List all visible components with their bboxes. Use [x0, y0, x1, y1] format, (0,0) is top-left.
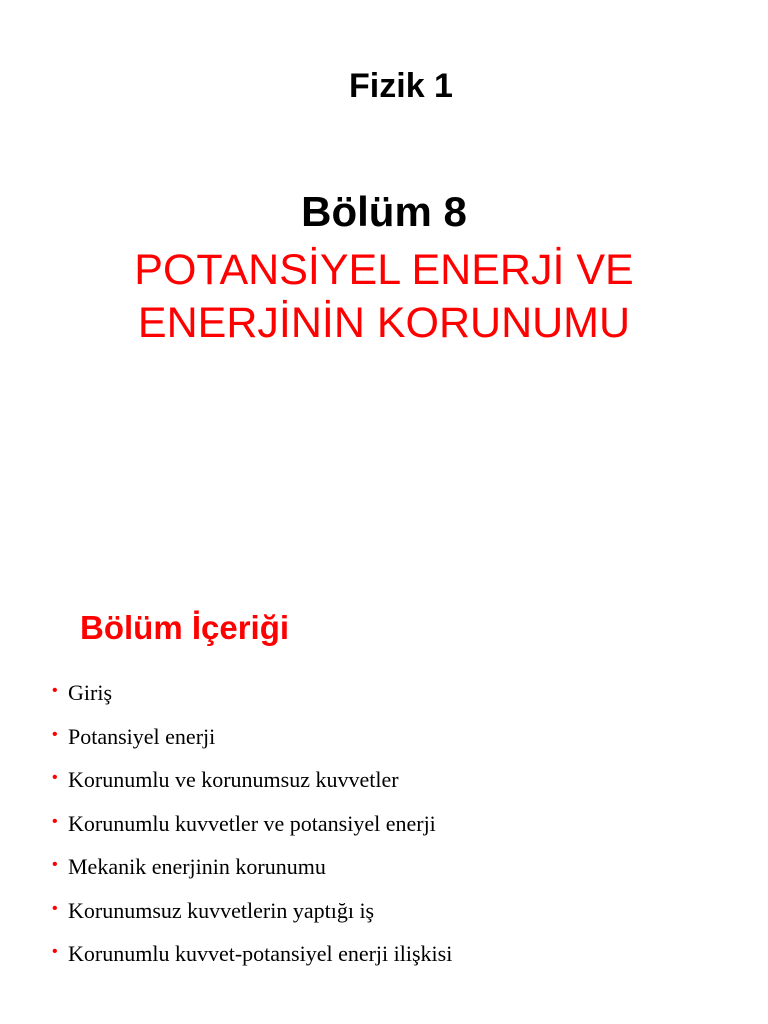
list-item [52, 807, 452, 851]
list-item-text: Potansiyel enerji [68, 723, 216, 749]
chapter-subtitle-line: POTANSİYEL ENERJİ VE [134, 246, 634, 294]
bullet-icon: • [52, 899, 58, 917]
list-item [52, 937, 452, 981]
bullet-icon: • [52, 725, 58, 743]
list-item-text: Giriş [68, 680, 112, 705]
bullet-icon: • [52, 943, 58, 960]
chapter-title: Bölüm 8 [301, 188, 467, 235]
list-item-text: Korunumlu kuvvet-potansiyel enerji ilişkisi [68, 941, 453, 966]
list-item-text: Mekanik enerjinin korunumu [68, 854, 326, 879]
chapter-subtitle-line: ENERJİNİN KORUNUMU [137, 299, 631, 347]
chapter-subtitle [0, 244, 768, 350]
bullet-icon: • [52, 682, 58, 699]
list-item-text: Korunumlu ve korunumsuz kuvvetler [68, 767, 399, 792]
contents-list [52, 676, 452, 981]
contents-heading: Bölüm İçeriği [80, 609, 290, 646]
list-item [52, 850, 452, 894]
list-item [52, 720, 452, 764]
list-item [52, 894, 452, 938]
bullet-icon: • [52, 812, 58, 830]
bullet-icon: • [52, 769, 58, 786]
course-title: Fizik 1 [349, 67, 453, 105]
list-item [52, 676, 452, 720]
bullet-icon: • [52, 856, 58, 873]
list-item-text: Korunumlu kuvvetler ve potansiyel enerji [68, 810, 436, 836]
list-item-text: Korunumsuz kuvvetlerin yaptığı iş [68, 897, 375, 923]
list-item [52, 763, 452, 807]
